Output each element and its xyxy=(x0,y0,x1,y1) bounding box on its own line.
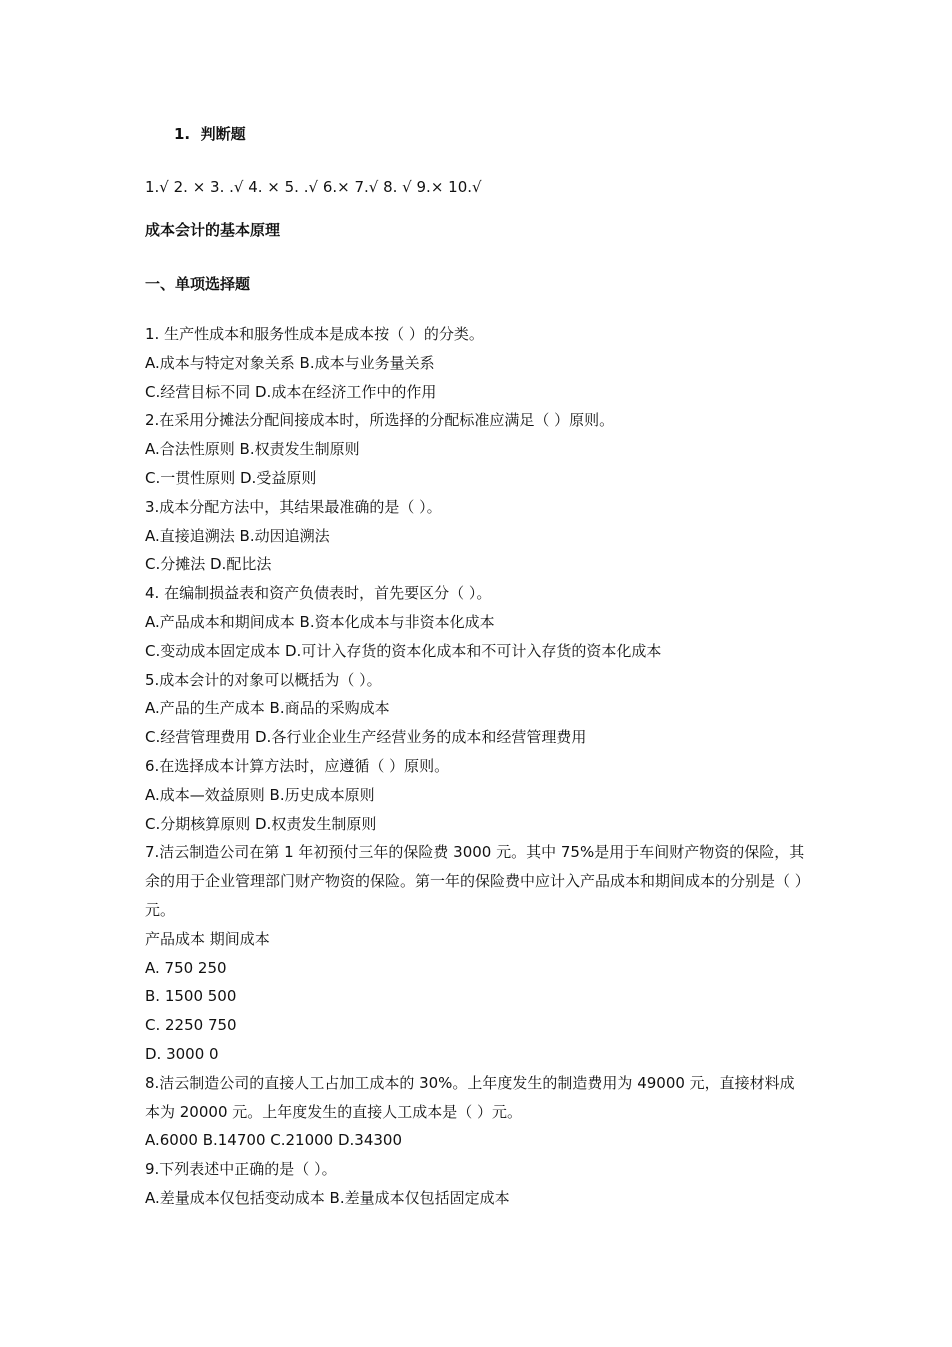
question-line: 元。 xyxy=(145,901,176,919)
question-line: 6.在选择成本计算方法时，应遵循（ ）原则。 xyxy=(145,757,450,775)
question-line: A.差量成本仅包括变动成本 B.差量成本仅包括固定成本 xyxy=(145,1189,510,1207)
question-line: 1. 生产性成本和服务性成本是成本按（ ）的分类。 xyxy=(145,325,484,343)
question-line: 4. 在编制损益表和资产负债表时，首先要区分（ ）。 xyxy=(145,584,492,603)
chapter-title: 成本会计的基本原理 xyxy=(145,221,281,239)
question-line: D. 3000 0 xyxy=(145,1045,219,1063)
question-line: A. 750 250 xyxy=(145,958,227,977)
question-line: C.分期核算原则 D.权责发生制原则 xyxy=(145,814,377,833)
question-line: 7.洁云制造公司在第 1 年初预付三年的保险费 3000 元。其中 75%是用于车间财产物资的保险，其 xyxy=(145,843,805,862)
judgment-answers: 1.√ 2. × 3. .√ 4. × 5. .√ 6.× 7.√ 8. √ 9.× 10.√ xyxy=(145,178,482,196)
question-line: C.经营管理费用 D.各行业企业生产经营业务的成本和经营管理费用 xyxy=(145,728,587,747)
question-line: A.成本—效益原则 B.历史成本原则 xyxy=(145,785,375,804)
question-line: A.产品成本和期间成本 B.资本化成本与非资本化成本 xyxy=(145,613,495,631)
question-line: C.经营目标不同 D.成本在经济工作中的作用 xyxy=(145,382,437,401)
question-line: C.变动成本固定成本 D.可计入存货的资本化成本和不可计入存货的资本化成本 xyxy=(145,641,662,660)
question-line: A.产品的生产成本 B.商品的采购成本 xyxy=(145,699,390,718)
question-line: A.6000 B.14700 C.21000 D.34300 xyxy=(145,1131,403,1150)
judgment-title: 判断题 xyxy=(200,125,246,143)
question-line: C.分摊法 D.配比法 xyxy=(145,555,272,574)
section-title: 一、单项选择题 xyxy=(145,275,251,293)
question-line: A.成本与特定对象关系 B.成本与业务量关系 xyxy=(145,353,435,372)
judgment-number: 1. xyxy=(174,125,191,143)
question-line: 本为 20000 元。上年度发生的直接人工成本是（ ）元。 xyxy=(145,1102,523,1121)
question-line: 2.在采用分摊法分配间接成本时，所选择的分配标准应满足（ ）原则。 xyxy=(145,411,615,430)
question-line: B. 1500 500 xyxy=(145,987,237,1006)
question-line: 余的用于企业管理部门财产物资的保险。第一年的保险费中应计入产品成本和期间成本的分别是（ ） xyxy=(145,872,810,891)
question-line: C.一贯性原则 D.受益原则 xyxy=(145,469,317,487)
question-line: 8.洁云制造公司的直接人工占加工成本的 30%。上年度发生的制造费用为 49000 元，直接材料成 xyxy=(145,1073,795,1092)
question-line: 5.成本会计的对象可以概括为（ ）。 xyxy=(145,670,382,689)
question-line: A.直接追溯法 B.动因追溯法 xyxy=(145,526,330,545)
question-line: C. 2250 750 xyxy=(145,1016,237,1035)
question-line: A.合法性原则 B.权责发生制原则 xyxy=(145,440,360,459)
judgment-heading xyxy=(174,124,246,144)
question-line: 3.成本分配方法中，其结果最准确的是（ ）。 xyxy=(145,497,442,516)
question-line: 产品成本 期间成本 xyxy=(145,929,270,948)
question-line: 9.下列表述中正确的是（ ）。 xyxy=(145,1160,337,1179)
